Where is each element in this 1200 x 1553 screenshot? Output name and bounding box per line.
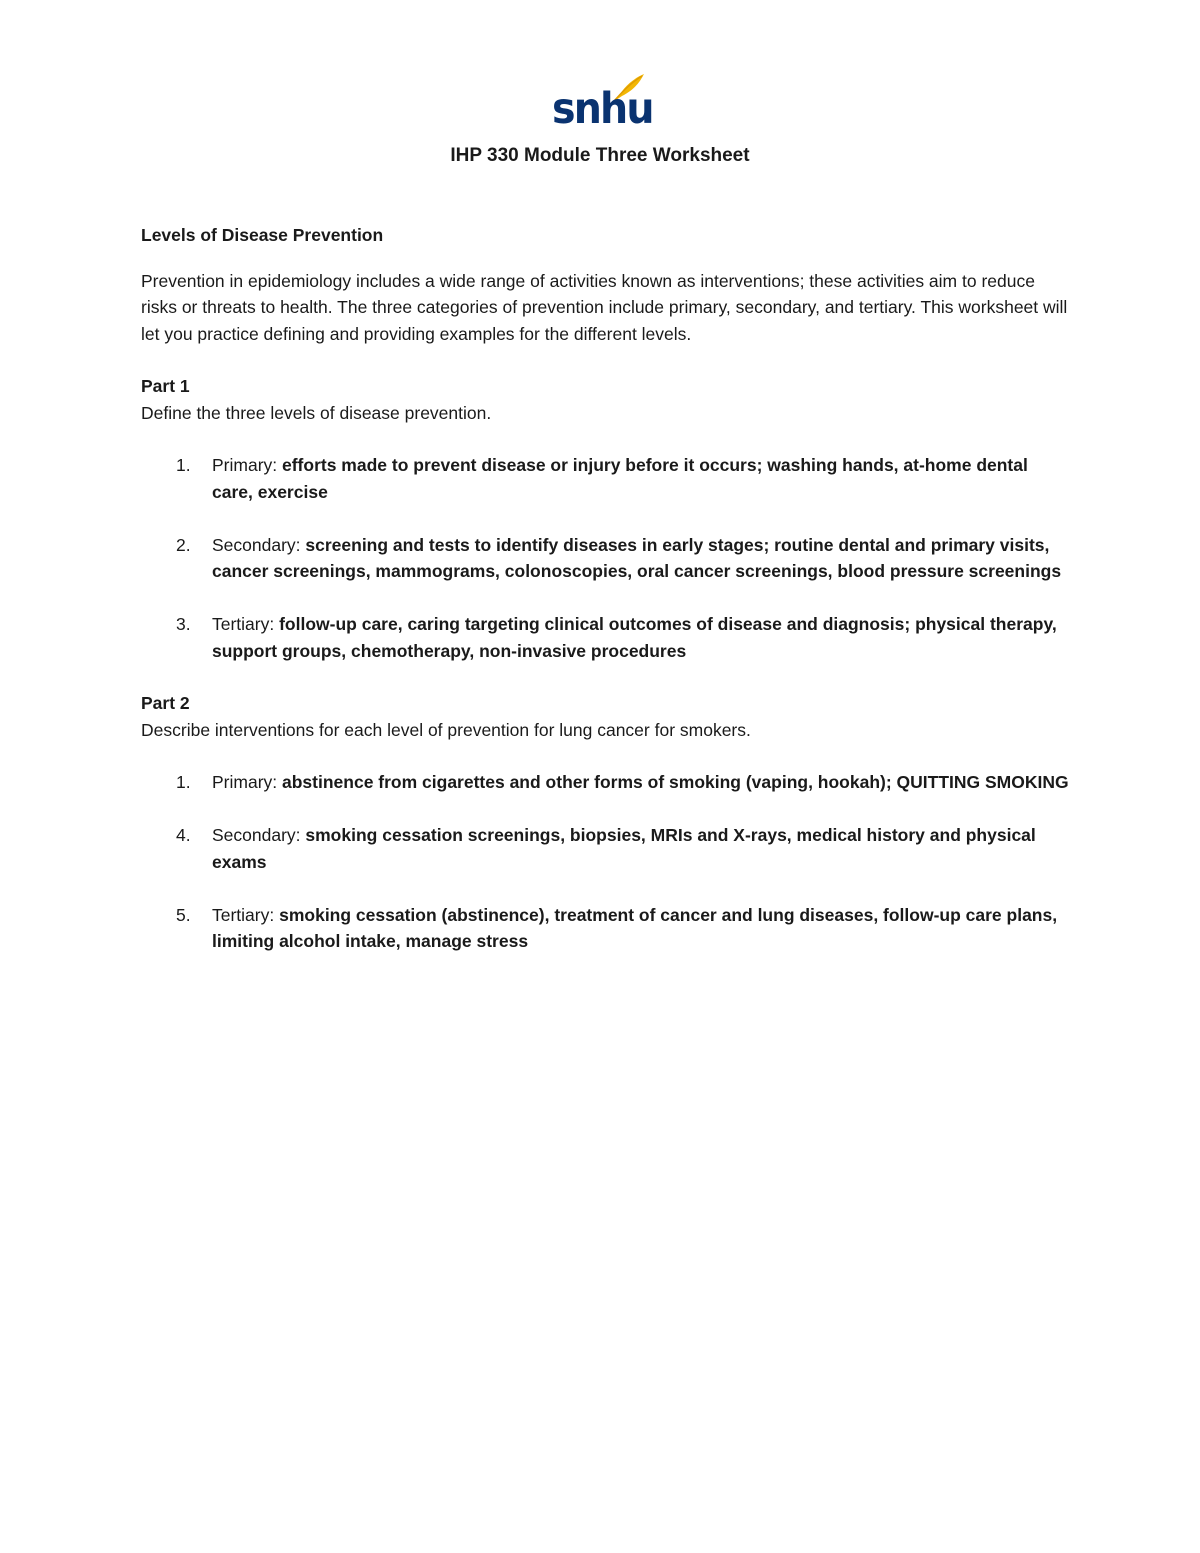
list-item (141, 902, 1071, 955)
intro-paragraph: Prevention in epidemiology includes a wide range of activities known as interventions; these activities aim to reduce risks or threats to health. The three categories of prevention include primary, secondary, and tertiary. This worksheet will let you practice defining and providing examples for the different levels. (141, 270, 1068, 344)
item-label: Secondary: (212, 534, 306, 555)
item-answer: smoking cessation screenings, biopsies, MRIs and X-rays, medical history and physical exams (212, 825, 1036, 872)
list-item (141, 769, 1071, 796)
item-label: Primary: (212, 772, 282, 792)
list-number: 5. (176, 904, 191, 925)
item-label: Primary: (212, 455, 282, 475)
list-number: 4. (176, 825, 191, 845)
item-label: Secondary: (212, 825, 306, 845)
logo-wordmark: snhu (552, 84, 653, 134)
list-number: 2. (176, 534, 191, 555)
document-title: IHP 330 Module Three Worksheet (450, 145, 750, 166)
part1-prompt: Define the three levels of disease prevention. (141, 402, 492, 423)
item-answer: abstinence from cigarettes and other forms of smoking (vaping, hookah); QUITTING SMOKING (282, 772, 1069, 792)
list-item (141, 822, 1071, 875)
item-label: Tertiary: (212, 614, 280, 634)
item-label: Tertiary: (212, 904, 280, 925)
list-item (141, 452, 1071, 505)
part1-list (141, 452, 1071, 664)
list-number: 1. (176, 772, 191, 792)
snhu-logo (552, 72, 653, 134)
part2-list (141, 769, 1071, 955)
item-answer: smoking cessation (abstinence), treatment of cancer and lung diseases, follow-up care plans, limiting alcohol intake, manage stress (212, 904, 1058, 951)
document-body (141, 222, 1071, 955)
item-answer: follow-up care, caring targeting clinical outcomes of disease and diagnosis; physical therapy, support groups, chemotherapy, non-invasive procedures (212, 614, 1057, 661)
list-item (141, 532, 1071, 585)
part2-prompt: Describe interventions for each level of prevention for lung cancer for smokers. (141, 719, 751, 740)
part1-heading: Part 1 (141, 376, 190, 396)
list-number: 1. (176, 455, 191, 475)
list-number: 3. (176, 614, 191, 634)
part2-heading: Part 2 (141, 693, 190, 713)
list-item (141, 611, 1071, 664)
item-answer: screening and tests to identify diseases in early stages; routine dental and primary visits, cancer screenings, mammograms, colonoscopies, oral cancer screenings, blood pressure screenings (212, 534, 1062, 581)
section-heading: Levels of Disease Prevention (141, 225, 384, 245)
item-answer: efforts made to prevent disease or injury before it occurs; washing hands, at-home dental care, exercise (212, 455, 1028, 502)
